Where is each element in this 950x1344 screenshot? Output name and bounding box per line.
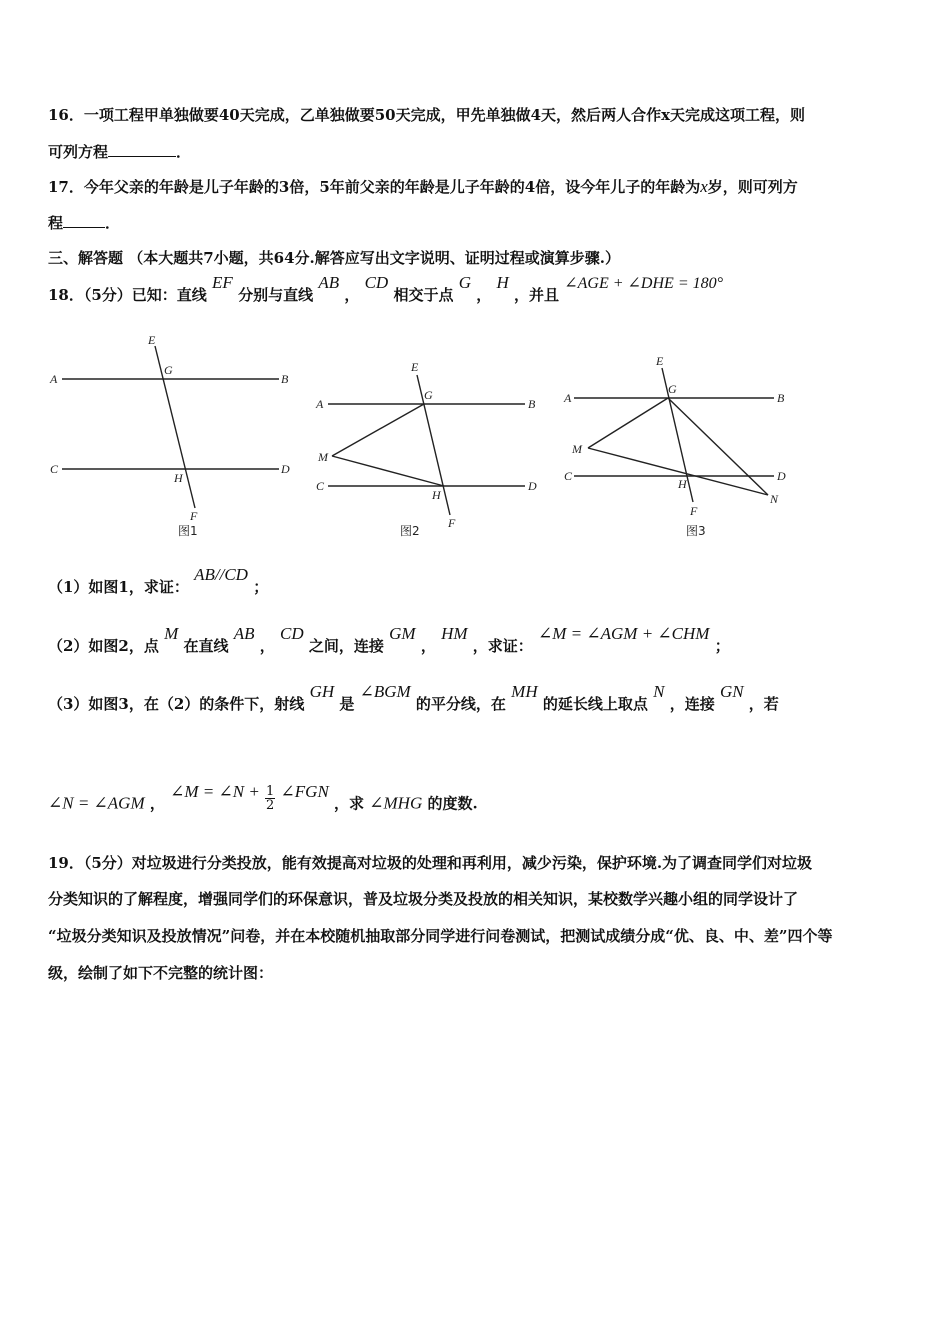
q18-stem: [48, 273, 724, 305]
q19-line3: “垃圾分类知识及投放情况”问卷，并在本校随机抽取部分同学进行问卷测试，把测试成绩分成“优、良、中、差”四个等: [48, 927, 833, 945]
q18-p3-c: 的平分线，在: [415, 695, 506, 713]
q18-p2-CD: CD: [280, 624, 304, 643]
q17-line1-a: 17．今年父亲的年龄是儿子年龄的3倍，5年前父亲的年龄是儿子年龄的4倍，设今年儿子的年龄为: [48, 178, 701, 196]
q18-AB: AB: [318, 273, 340, 292]
figure-2-svg: [310, 355, 550, 545]
q18-p2-equation: ∠M = ∠AGM + ∠CHM: [538, 624, 710, 643]
fig1-label-C: C: [50, 462, 59, 476]
fig3-label-N: N: [770, 492, 779, 506]
fig2-label-M: M: [318, 450, 328, 464]
fig1-caption: 图1: [178, 524, 198, 538]
q16-line1: 16．一项工程甲单独做要40天完成，乙单独做要50天完成，甲先单独做4天，然后两人合作x天完成这项工程，则: [48, 106, 806, 124]
q18-p2-b: 在直线: [183, 637, 229, 655]
fig2-label-A: A: [316, 397, 324, 411]
q18-p2-g: ；: [714, 637, 730, 655]
fig2-label-D: D: [528, 479, 537, 493]
q18-p3-b: 是: [339, 695, 355, 713]
fig1-label-H: H: [174, 471, 183, 485]
fig1-label-G: G: [164, 363, 173, 377]
q18-p2-c: ，: [259, 637, 275, 655]
fig3-label-H: H: [678, 477, 687, 491]
q17-line2: [48, 212, 120, 233]
q18-part1: [48, 565, 269, 597]
fig3-label-B: B: [777, 391, 785, 405]
q18-part3-line1: [48, 682, 779, 714]
q18-p3-eq2a: ∠M = ∠N +: [170, 781, 260, 801]
q16-answer-blank[interactable]: [108, 142, 176, 157]
q18-t2: 相交于点: [393, 286, 454, 304]
figure-3: [556, 350, 806, 545]
fig1-label-E: E: [148, 333, 156, 347]
q18-p2-GM: GM: [389, 624, 416, 643]
q18-CD: CD: [364, 273, 389, 292]
fig2-segment-MH: [332, 456, 444, 486]
q18-p1-math: AB//CD: [194, 565, 248, 584]
fig1-label-A: A: [50, 372, 58, 386]
fig3-label-E: E: [656, 354, 664, 368]
q19-line4: 级，绘制了如下不完整的统计图：: [48, 964, 274, 982]
q18-p3-MHG: ∠MHG: [369, 793, 423, 813]
fig1-label-B: B: [281, 372, 289, 386]
q18-p3-a: （3）如图3，在（2）的条件下，射线: [48, 695, 305, 713]
fig2-label-H: H: [432, 488, 441, 502]
q17-line1: [48, 176, 798, 197]
fig2-caption: 图2: [400, 524, 420, 538]
fig3-label-G: G: [668, 382, 677, 396]
q18-p3-e: ，连接: [669, 695, 715, 713]
q18-p3-fraction-num: 1: [266, 784, 275, 799]
q18-p1-b: ；: [253, 578, 269, 596]
q18-p3-fraction-den: 2: [266, 798, 275, 813]
q18-p3-MH: MH: [511, 682, 538, 701]
q18-p2-HM: HM: [441, 624, 468, 643]
fig2-label-G: G: [424, 388, 433, 402]
fig2-label-C: C: [316, 479, 325, 493]
q17-var-x: x: [700, 177, 708, 196]
q18-p3-N: N: [653, 682, 665, 701]
q18-p3-eq2b: ∠FGN: [280, 781, 329, 801]
q17-end: ．: [105, 214, 121, 232]
q18-p3-BGM: ∠BGM: [359, 682, 411, 701]
fig3-label-D: D: [777, 469, 786, 483]
q18-H: H: [496, 273, 509, 292]
q18-p3-eq1: ∠N = ∠AGM: [48, 793, 145, 813]
q18-p2-d: 之间，连接: [308, 637, 384, 655]
q18-t1: 分别与直线: [238, 286, 314, 304]
fig1-label-F: F: [190, 509, 198, 523]
q18-G: G: [458, 273, 471, 292]
fig2-label-B: B: [528, 397, 536, 411]
q18-c2: ，: [476, 286, 492, 304]
figure-1-svg: [44, 330, 304, 545]
q18-t3: ，并且: [513, 286, 559, 304]
fig3-label-A: A: [564, 391, 572, 405]
q18-p1-a: （1）如图1，求证：: [48, 578, 189, 596]
fig2-segment-GM: [332, 404, 424, 456]
fig3-label-F: F: [690, 504, 698, 518]
q18-head: 18．（5分）已知：直线: [48, 286, 207, 304]
q16-line2-text: 可列方程: [48, 143, 109, 161]
q18-part2: [48, 624, 730, 656]
fig3-caption: 图3: [686, 524, 706, 538]
q16-end: ．: [176, 143, 192, 161]
section3-heading: 三、解答题 （本大题共7小题，共64分.解答应写出文字说明、证明过程或演算步骤.）: [48, 249, 620, 267]
q17-line2-text: 程: [48, 214, 64, 232]
q18-p3-h: 的度数.: [427, 794, 478, 813]
q18-p2-a: （2）如图2，点: [48, 637, 159, 655]
figure-3-svg: [556, 350, 806, 545]
q17-line1-b: 岁，则可列方: [707, 178, 798, 196]
q18-p3-d: 的延长线上取点: [542, 695, 648, 713]
q18-p3-sep: ，: [149, 794, 165, 813]
fig2-label-E: E: [411, 360, 419, 374]
fig3-label-C: C: [564, 469, 573, 483]
q18-p3-f: ，若: [748, 695, 779, 713]
q18-p3-g: ，求: [334, 794, 365, 813]
fig2-label-F: F: [448, 516, 456, 530]
q17-answer-blank[interactable]: [63, 213, 105, 228]
q16-line2: [48, 141, 191, 162]
q18-p2-f: ，求证：: [472, 637, 533, 655]
q18-p2-AB: AB: [233, 624, 255, 643]
q18-p3-fraction: [265, 785, 275, 812]
fig3-label-M: M: [572, 442, 582, 456]
q18-EF: EF: [212, 273, 233, 292]
q18-condition: ∠AGE + ∠DHE = 180°: [564, 275, 724, 292]
figure-1: [44, 330, 304, 545]
q18-p2-e: ，: [420, 637, 436, 655]
q19-line1: 19．（5分）对垃圾进行分类投放，能有效提高对垃圾的处理和再利用，减少污染，保护环境.为了调查同学们对垃圾: [48, 854, 813, 872]
q18-c1: ，: [344, 286, 360, 304]
fig1-label-D: D: [281, 462, 290, 476]
q18-p2-M: M: [164, 624, 179, 643]
q18-p3-GH: GH: [309, 682, 335, 701]
q18-part3-line2: [48, 781, 478, 818]
q19-line2: 分类知识的了解程度，增强同学们的环保意识，普及垃圾分类及投放的相关知识，某校数学兴趣小组的同学设计了: [48, 890, 799, 908]
q18-p3-GN: GN: [719, 682, 744, 701]
fig3-segment-GM: [588, 398, 668, 448]
figure-2: [310, 355, 550, 545]
